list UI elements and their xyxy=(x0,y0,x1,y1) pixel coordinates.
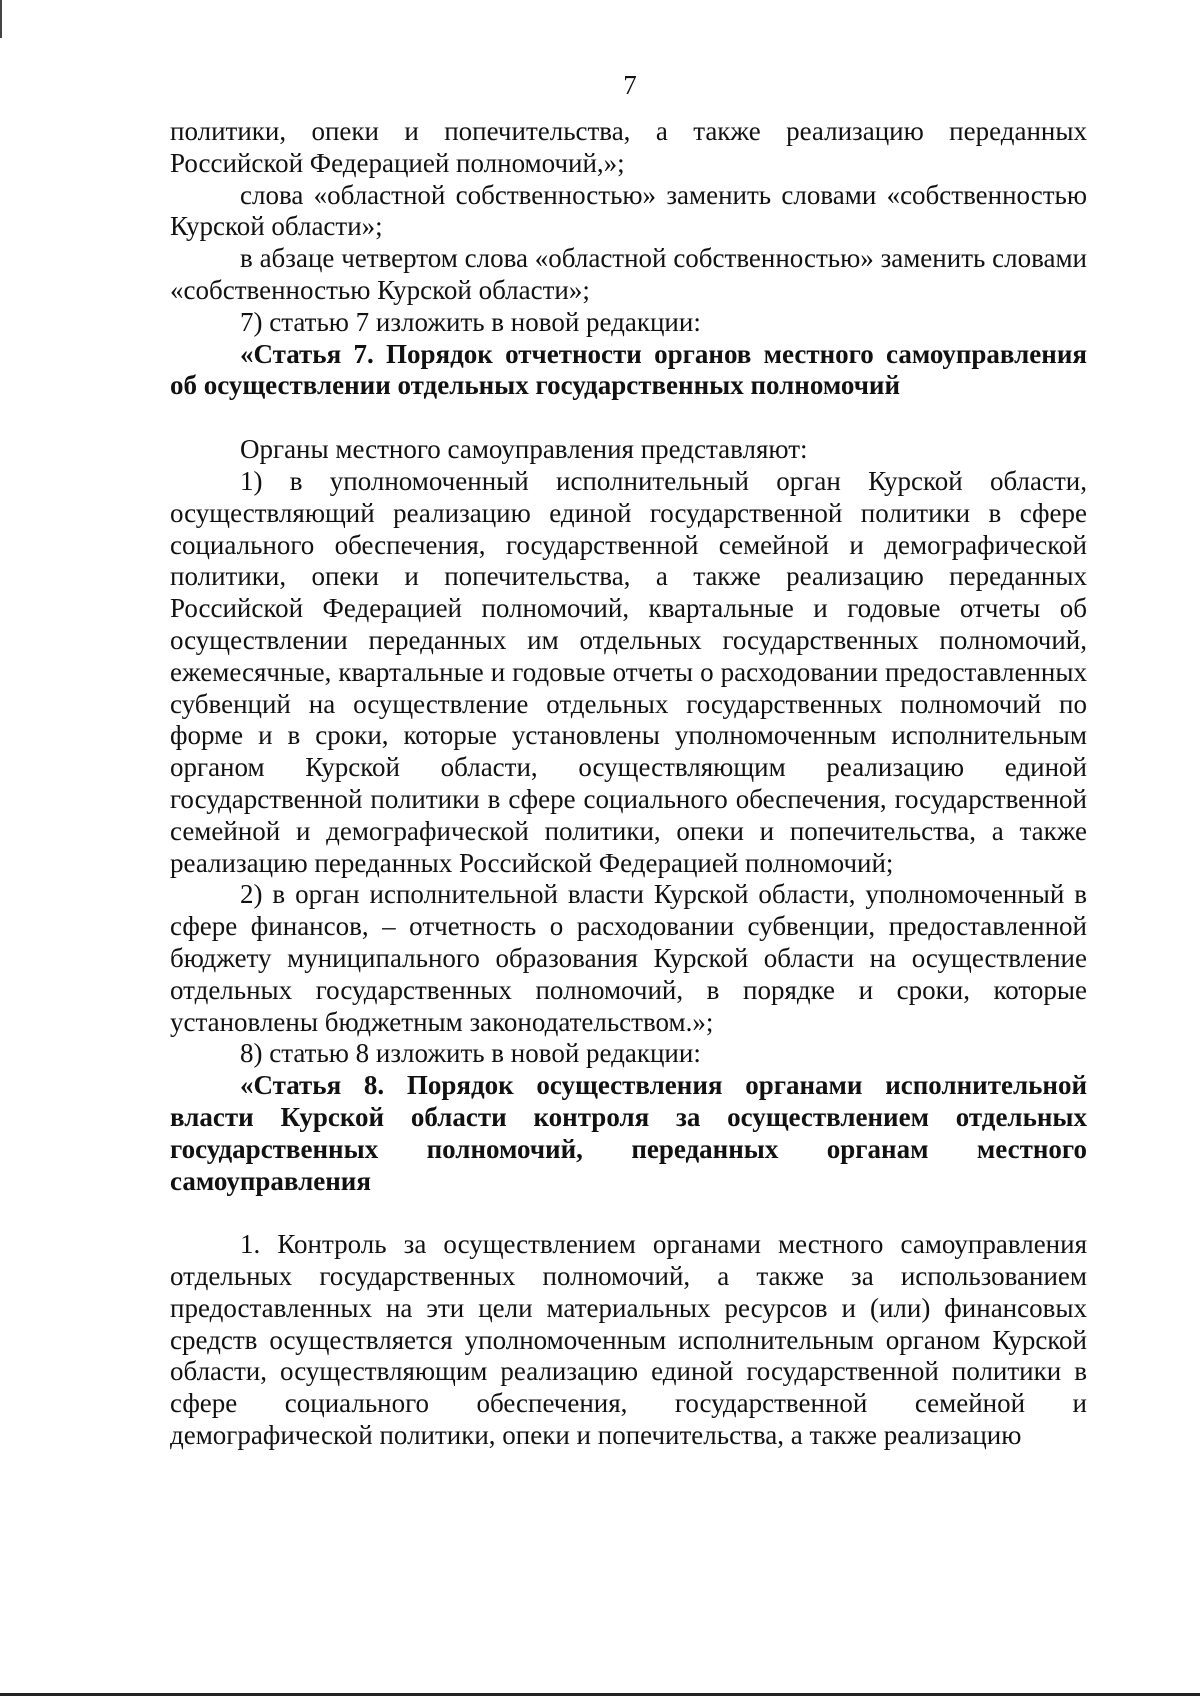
page-number: 7 xyxy=(623,70,637,100)
page-bottom-rule xyxy=(0,1693,1200,1696)
scan-edge-mark xyxy=(0,0,2,38)
paragraph-continuation: политики, опеки и попечительства, а также реализацию переданных Российской Федерацией полномочий,»; xyxy=(170,116,1087,178)
paragraph-fourth-abzac: в абзаце четвертом слова «областной собственностью» заменить словами «собственностью Курской области»; xyxy=(170,243,1087,305)
article-7-heading: «Статья 7. Порядок отчетности органов местного самоуправления об осуществлении отдельных государственных полномочий xyxy=(170,338,1087,401)
article-8-heading: «Статья 8. Порядок осуществления органами исполнительной власти Курской области контроля за осуществлением отдельных государственных полномочий, переданных органам местного самоуправления xyxy=(170,1070,1087,1196)
document-body xyxy=(170,116,1087,1452)
paragraph-item-1: 1) в уполномоченный исполнительный орган Курской области, осуществляющий реализацию единой государственной политики в сфере социального обеспечения, государственной семейной и демографической политики, опеки и попечительства, а также реализацию переданных Российской Федерацией полномочий, квартальные и годовые отчеты об осуществлении переданных им отдельных государственных полномочий, ежемесячные, квартальные и годовые отчеты о расходовании предоставленных субвенций на осуществление отдельных государственных полномочий по форме и в сроки, которые установлены уполномоченным исполнительным органом Курской области, осуществляющим реализацию единой государственной политики в сфере социального обеспечения, государственной семейной и демографической политики, опеки и попечительства, а также реализацию переданных Российской Федерацией полномочий; xyxy=(170,465,1087,878)
paragraph-article-7-intro: 7) статью 7 изложить в новой редакции: xyxy=(240,306,701,337)
paragraph-item-2: 2) в орган исполнительной власти Курской области, уполномоченный в сфере финансов, – отчетность о расходовании субвенции, предоставленной бюджету муниципального образования Курской области на осуществление отдельных государственных полномочий, в порядке и сроки, которые установлены бюджетным законодательством.»; xyxy=(170,879,1087,1037)
paragraph-organs-present: Органы местного самоуправления представляют: xyxy=(240,434,808,465)
paragraph-control-1: 1. Контроль за осуществлением органами местного самоуправления отдельных государственных полномочий, а также за использованием предоставленных на эти цели материальных ресурсов и (или) финансовых средств осуществляется уполномоченным исполнительным органом Курской области, осуществляющим реализацию единой государственной политики в сфере социального обеспечения, государственной семейной и демографической политики, опеки и попечительства, а также реализацию xyxy=(170,1229,1087,1451)
paragraph-replace-words: слова «областной собственностью» заменить словами «собственностью Курской области»; xyxy=(170,179,1087,242)
paragraph-article-8-intro: 8) статью 8 изложить в новой редакции: xyxy=(240,1038,701,1069)
